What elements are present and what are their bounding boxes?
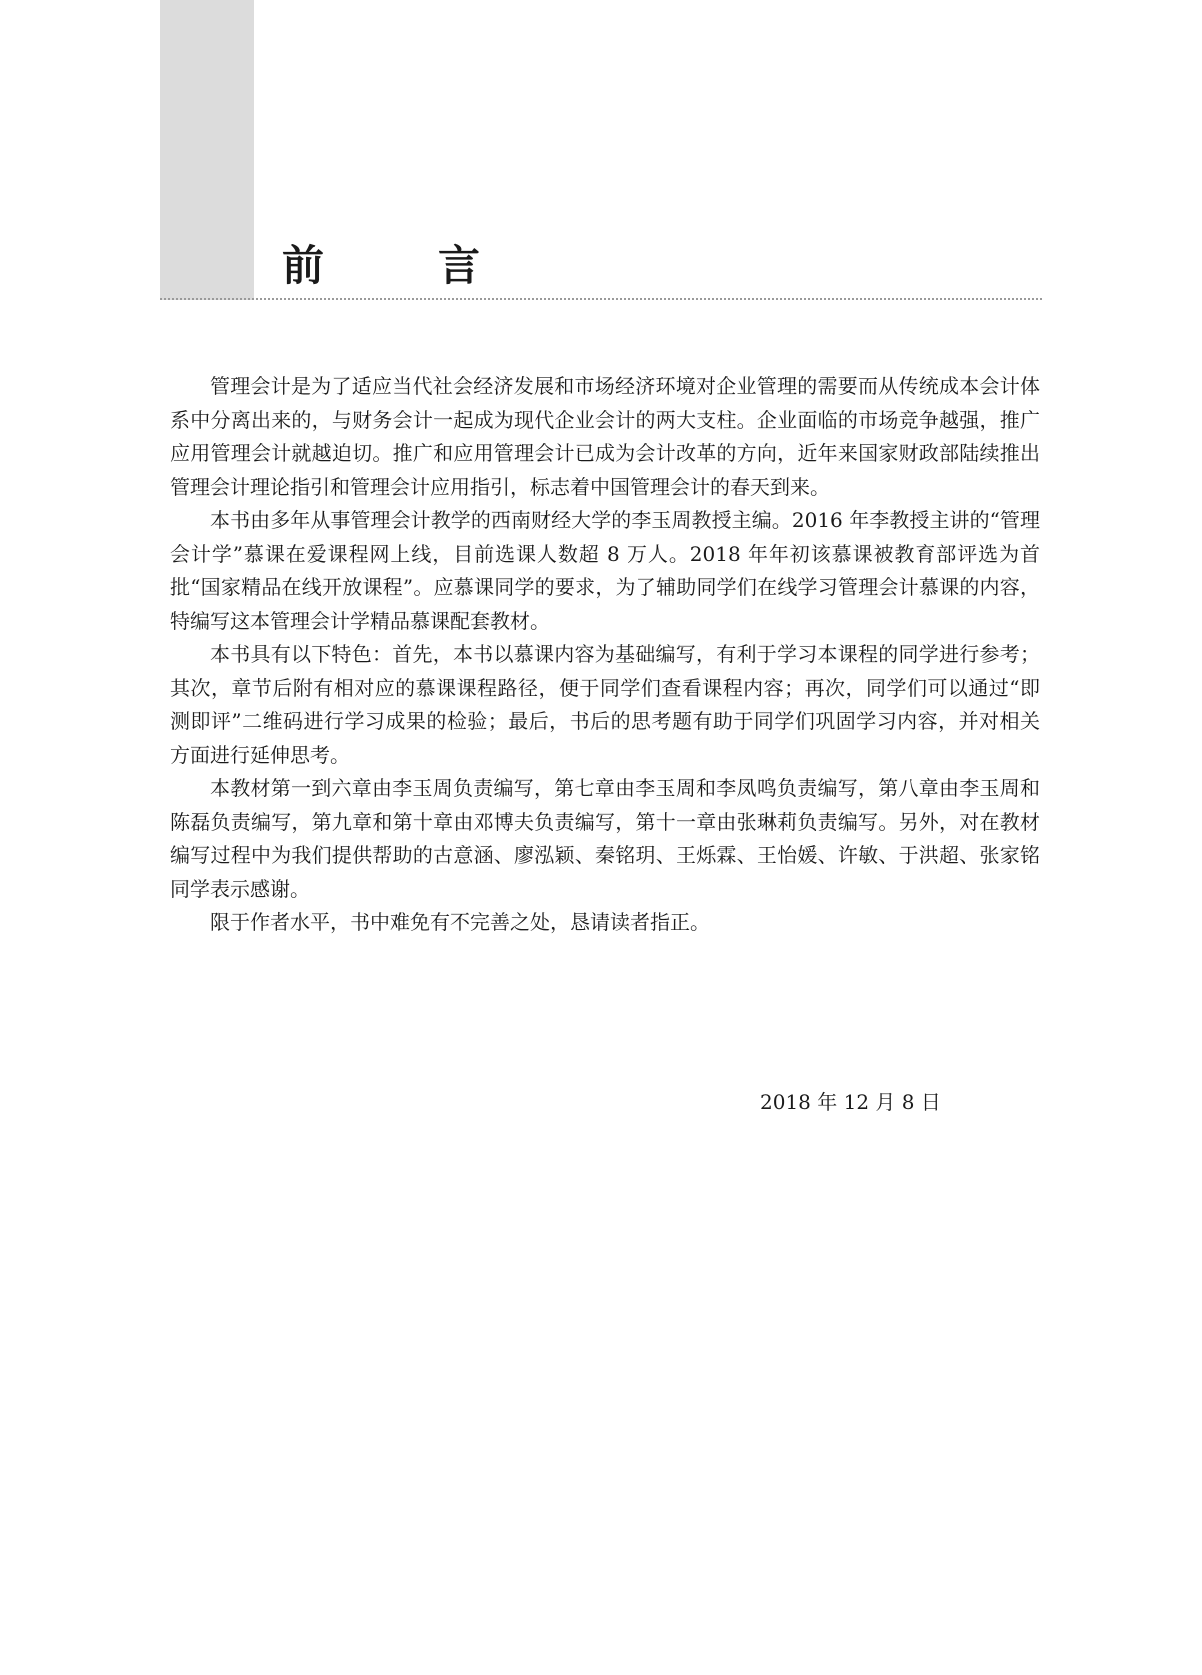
header-gray-tab — [160, 0, 254, 300]
paragraph-2: 本书由多年从事管理会计教学的西南财经大学的李玉周教授主编。2016 年李教授主讲的“管理会计学”慕课在爱课程网上线，目前选课人数超 8 万人。2018 年年初该慕课被教育部评选为首批“国家精品在线开放课程”。应慕课同学的要求，为了辅助同学们在线学习管理会计慕课的内容，特编写这本管理会计学精品慕课配套教材。 — [170, 508, 1040, 633]
paragraph-4: 本教材第一到六章由李玉周负责编写，第七章由李玉周和李凤鸣负责编写，第八章由李玉周和陈磊负责编写，第九章和第十章由邓博夫负责编写，第十一章由张琳莉负责编写。另外，对在教材编写过程中为我们提供帮助的古意涵、廖泓颖、秦铭玥、王烁霖、王怡媛、许敏、于洪超、张家铭同学表示感谢。 — [170, 776, 1040, 901]
paragraph-5: 限于作者水平，书中难免有不完善之处，恳请读者指正。 — [210, 910, 710, 934]
paragraph-3: 本书具有以下特色：首先，本书以慕课内容为基础编写，有利于学习本课程的同学进行参考；其次，章节后附有相对应的慕课课程路径，便于同学们查看课程内容；再次，同学们可以通过“即测即评”二维码进行学习成果的检验；最后，书后的思考题有助于同学们巩固学习内容，并对相关方面进行延伸思考。 — [170, 642, 1040, 767]
paragraph-1: 管理会计是为了适应当代社会经济发展和市场经济环境对企业管理的需要而从传统成本会计体系中分离出来的，与财务会计一起成为现代企业会计的两大支柱。企业面临的市场竞争越强，推广应用管理会计就越迫切。推广和应用管理会计已成为会计改革的方向，近年来国家财政部陆续推出管理会计理论指引和管理会计应用指引，标志着中国管理会计的春天到来。 — [170, 374, 1040, 499]
preface-body — [170, 370, 1040, 940]
preface-date: 2018 年 12 月 8 日 — [760, 1090, 941, 1114]
page-title: 前 言 — [282, 241, 517, 290]
title-divider — [160, 298, 1042, 300]
